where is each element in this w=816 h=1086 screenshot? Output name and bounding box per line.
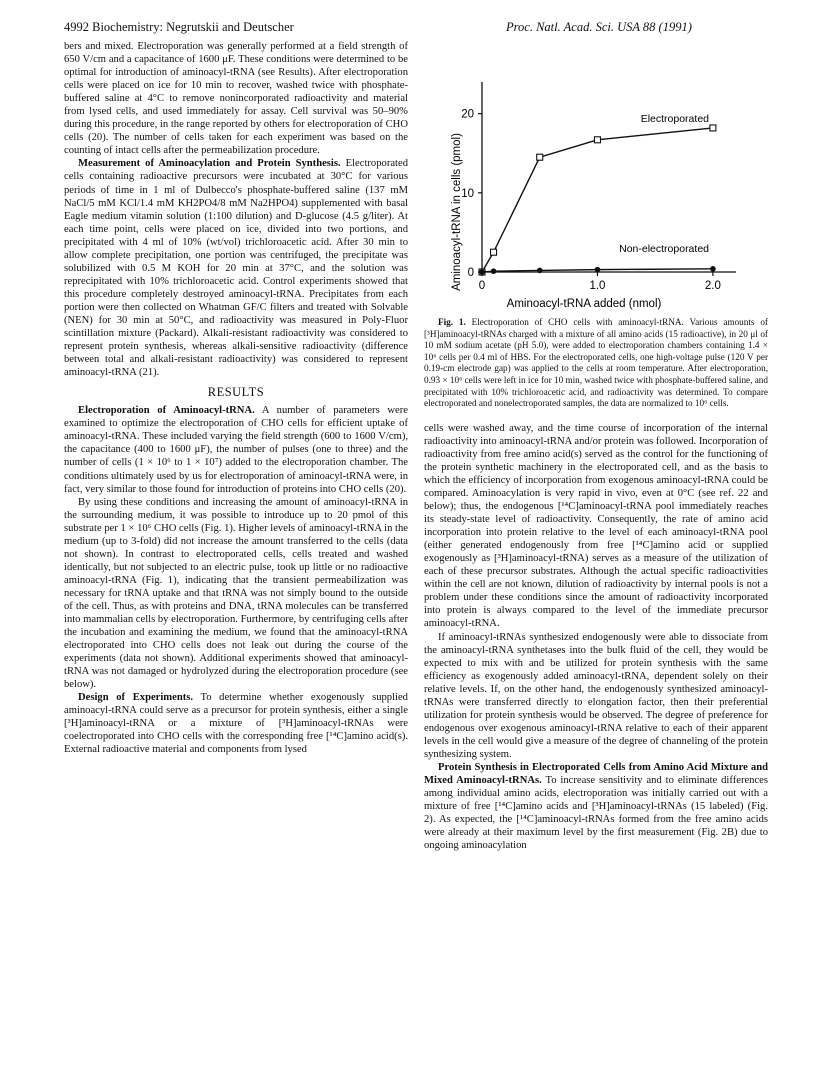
paragraph-text: A number of parameters were examined to optimize the electroporation of CHO cells for efficient uptake of aminoacyl-tRNA. These included varying the field strength (600 to 1600 V/cm), the capacitance (400 to 1600 μF), the number of pulses (one to three) and the number of cells (1 × 10⁶ to 1 × 10⁷) added to the electroporation chamber. The conditions ultimately used by us for electroporation of aminoacyl-tRNA were, in fact, very similar to those found for introduction of proteins into CHO cells (20).	[64, 405, 408, 495]
paragraph: If aminoacyl-tRNAs synthesized endogenously were able to dissociate from the aminoacyl-tRNA synthetases into the bulk fluid of the cell, they would be expected to mix with and be utilized for protein synthesis with the same efficiency as exogenously added aminoacyl-tRNA, dependent solely on their relative levels. If, on the other hand, the endogenously synthesized aminoacyl-tRNAs were transferred directly to elongation factor, then their preferential utilization for protein synthesis would be observed. The degree of preference for endogenous over exogenous aminoacyl-tRNA relative to each of their apparent levels in the cell would give a measure of the degree of channeling of the protein synthesizing system.	[424, 631, 768, 760]
paragraph	[424, 761, 768, 852]
section-heading: RESULTS	[207, 385, 265, 400]
y-tick-label: 10	[461, 187, 474, 200]
right-column	[424, 315, 768, 852]
paragraph: bers and mixed. Electroporation was generally performed at a field strength of 650 V/cm and a capacitance of 1600 μF. These conditions were determined to be optimal for introduction of aminoacyl-tRNA (see Results). After electroporation cells were placed on ice for 10 min to recover, washed twice with phosphate-buffered saline at 4°C to remove nonincorporated radioactivity and material from lysed cells, and used immediately for assay. Cell survival was 50–90% during this procedure, in the range reported by others for electroporation of CHO cells (20). The number of cells taken for each experiment was based on the counting of intact cells after the permeabilization procedure.	[64, 41, 408, 157]
data-point-non-electroporated	[491, 268, 497, 274]
caption-text: Electroporation of CHO cells with aminoacyl-tRNA. Various amounts of [³H]aminoacyl-tRNAs charged with a mixture of all amino acids (15 radioactive), in 20 μl of 10 mM sodium acetate (pH 5.0), were added to electroporation chambers containing 1.4 × 10⁶ cells per 0.4 ml of HBS. For the electroporated cells, one high-voltage pulse (120 V per 0.19-cm electrode gap) was applied to the cells at room temperature. After electroporation, 0.93 × 10⁶ cells were left in ice for 10 min, washed twice with phosphate-buffered saline, and precipitated with 10% trichloroacetic acid, and radioactivity was determined. To compare electroporated and nonelectroporated samples, the data are normalized to 10⁶ cells.	[424, 317, 768, 409]
running-header-left: 4992 Biochemistry: Negrutskii and Deutscher	[64, 20, 294, 34]
data-point-electroporated	[491, 249, 497, 255]
figure-caption	[424, 317, 768, 410]
paragraph	[64, 404, 408, 495]
run-in-heading: Electroporation of Aminoacyl-tRNA.	[78, 405, 255, 417]
y-tick-label: 20	[461, 108, 474, 121]
data-point-electroporated	[594, 137, 600, 143]
left-column	[64, 40, 408, 757]
paragraph: By using these conditions and increasing the amount of aminoacyl-tRNA in the surrounding medium, it was possible to introduce up to 20 pmol of this substrate per 1 × 10⁶ CHO cells (Fig. 1). Higher levels of aminoacyl-tRNA in the medium (up to 3-fold) did not increase the amount transferred to the cells (data not shown). In contrast to electroporated cells, cells treated and washed identically, but not subjected to an electric pulse, took up little or no radioactive aminoacyl-tRNA (Fig. 1), indicating that the transient permeabilization was necessary for tRNA uptake and that tRNA was not simply bound to the outside of the cell. Thus, as with proteins and DNA, tRNA molecules can be transferred into mammalian cells by electroporation. Furthermore, by centrifuging cells after the incubation and examining the medium, we found that the aminoacyl-tRNA electroporated into CHO cells does not leak out during the course of the experiments (data not shown). Additional experiments showed that aminoacyl-tRNA was not damaged or hydrolyzed during the electroporation procedure (see below).	[64, 496, 408, 691]
run-in-heading: Protein Synthesis in Electroporated Cells from Amino Acid Mixture and Mixed Aminoacyl-tRNAs.	[424, 761, 768, 787]
data-point-non-electroporated	[479, 269, 485, 275]
legend-non-electroporated: Non-electroporated	[619, 243, 709, 255]
paragraph-text: To determine whether exogenously supplied aminoacyl-tRNA could serve as a precursor for protein synthesis, either a single [³H]aminoacyl-tRNA or a mixture of [³H]aminoacyl-tRNAs were coelectroporated into CHO cells with the corresponding free [¹⁴C]amino acid(s). External radioactive material and components from lysed	[64, 692, 408, 756]
data-point-electroporated	[710, 125, 716, 131]
figure-1	[424, 62, 768, 314]
data-point-non-electroporated	[710, 266, 716, 272]
run-in-heading: Measurement of Aminoacylation and Protein Synthesis.	[78, 158, 341, 170]
x-tick-label: 1.0	[589, 280, 606, 292]
data-point-electroporated	[537, 154, 543, 160]
run-in-heading: Design of Experiments.	[78, 692, 194, 704]
figure-1-chart	[424, 62, 768, 314]
running-header-right: Proc. Natl. Acad. Sci. USA 88 (1991)	[506, 20, 692, 34]
caption-label: Fig. 1.	[438, 317, 466, 327]
data-point-non-electroporated	[595, 267, 601, 273]
legend-electroporated: Electroporated	[640, 113, 709, 125]
x-tick-label: 2.0	[704, 280, 721, 292]
x-tick-label: 0	[478, 280, 486, 292]
x-axis-label: Aminoacyl-tRNA added (nmol)	[506, 298, 662, 310]
paragraph: cells were washed away, and the time course of incorporation of the internal radioactivity into aminoacyl-tRNA and/or protein was followed. Incorporation of radioactivity from free amino acid(s) served as the control for the functioning of the protein synthetic machinery in the electroporated cell, and as the basis to which the efficiency of incorporation from exogenous aminoacyl-tRNA could be compared. Aminoacylation is very rapid in vivo, even at 0°C (see ref. 22 and below); thus, the endogenous [¹⁴C]aminoacyl-tRNA pool immediately reaches its steady-state level of radioactivity. Consequently, the rate of amino acid incorporation into protein relative to the level of each aminoacyl-tRNA pool (either generated endogenously from free [¹⁴C]amino acid or supplied exogenously as [³H]aminoacyl-tRNA) serves as a measure of the utilization of each of these precursor substrates. Although the actual specific radioactivities within the cell are not known, dilution of radioactivity by internal pools is not a problem under these conditions since the amount of radioactivity incorporated into protein is always compared to the level of the immediate precursor aminoacyl-tRNA.	[424, 422, 768, 630]
paragraph	[64, 157, 408, 379]
y-axis-label: Aminoacyl-tRNA in cells (pmol)	[451, 133, 463, 291]
data-point-non-electroporated	[537, 268, 543, 274]
y-tick-label: 0	[467, 267, 474, 279]
paragraph-text: To increase sensitivity and to eliminate differences among individual amino acids, electroporation was initially carried out with a mixture of free [¹⁴C]amino acids and [³H]aminoacyl-tRNAs (15 labeled) (Fig. 2). As expected, the [¹⁴C]aminoacyl-tRNAs formed from the free amino acids were already at their maximum level by the first measurement (Fig. 2B) due to ongoing aminoacylation	[424, 775, 768, 852]
paragraph-text: Electroporated cells containing radioactive precursors were incubated at 30°C for various periods of time in 1 ml of Dulbecco's phosphate-buffered saline (137 mM NaCl/5 mM KCl/1.4 mM KH2PO4/8 mM Na2HPO4) supplemented with basal Eagle medium vitamin solution (1:100 dilution) and D-glucose (4.5 g/liter). At each time point, cells were placed on ice, divided into two portions, and precipitated with 4 ml of 10% (wt/vol) trichloroacetic acid. After 30 min to allow complete precipitation, one portion was centrifuged, the precipitate was solubilized with 0.5 M KOH for 20 min at 37°C, and the solution was reprecipitated with 10% trichloroacetic acid. Control experiments showed that this procedure completely destroyed aminoacyl-tRNA. Precipitates from each portion were then collected on Whatman GF/C filters and treated with Solvable (NEN) for 30 min at 50°C, and radioactivity was measured in Poly-Fluor scintillation mixture (Packard). Alkali-resistant radioactivity was considered to represent protein synthesis, whereas alkali-sensitive radioactivity (difference between total and alkali-resistant radioactivity) was considered to represent aminoacyl-tRNA (21).	[64, 158, 408, 379]
paragraph	[64, 691, 408, 756]
